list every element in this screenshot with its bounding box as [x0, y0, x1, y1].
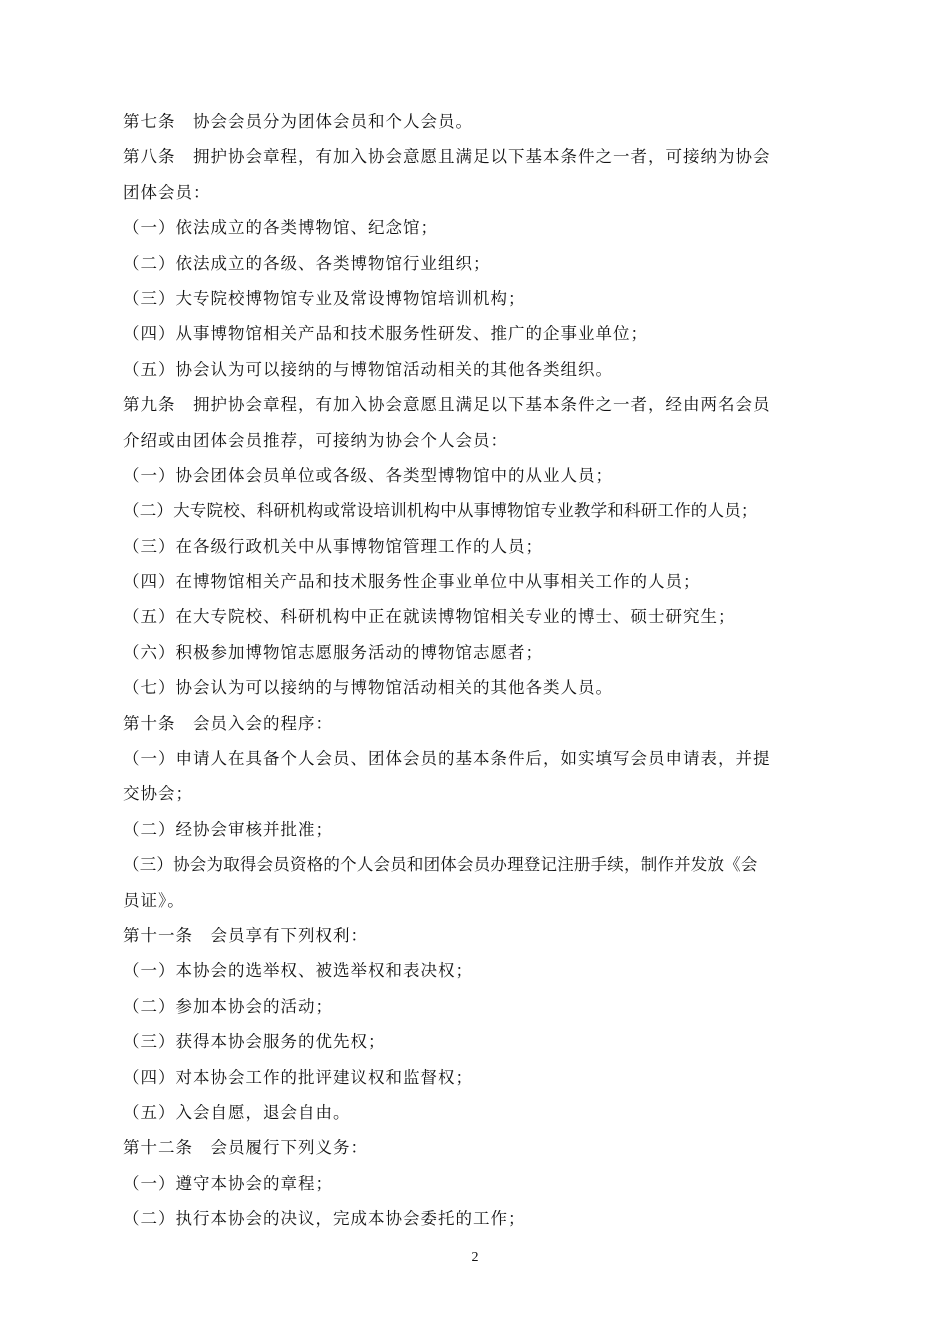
- text-line: （四）在博物馆相关产品和技术服务性企事业单位中从事相关工作的人员；: [123, 572, 701, 592]
- text-line: 第十二条 会员履行下列义务：: [123, 1138, 368, 1158]
- text-line: （三）大专院校博物馆专业及常设博物馆培训机构；: [123, 288, 526, 308]
- text-line: 团体会员：: [123, 182, 211, 202]
- text-line: （一）协会团体会员单位或各级、各类型博物馆中的从业人员；: [123, 465, 613, 485]
- text-line: （五）入会自愿，退会自由。: [123, 1102, 351, 1122]
- text-line: （七）协会认为可以接纳的与博物馆活动相关的其他各类人员。: [123, 678, 613, 698]
- text-line: （二）大专院校、科研机构或常设培训机构中从事博物馆专业教学和科研工作的人员；: [123, 501, 758, 521]
- text-line: （一）申请人在具备个人会员、团体会员的基本条件后，如实填写会员申请表，并提: [123, 749, 771, 769]
- text-line: 第七条 协会会员分为团体会员和个人会员。: [123, 112, 473, 131]
- text-line: 第十条 会员入会的程序：: [123, 713, 333, 733]
- text-line: （六）积极参加博物馆志愿服务活动的博物馆志愿者；: [123, 642, 543, 662]
- text-line: （三）在各级行政机关中从事博物馆管理工作的人员；: [123, 536, 543, 556]
- text-line: （二）经协会审核并批准；: [123, 819, 333, 839]
- text-line: 交协会；: [123, 784, 193, 804]
- text-line: （四）对本协会工作的批评建议权和监督权；: [123, 1067, 473, 1087]
- text-line: （三）协会为取得会员资格的个人会员和团体会员办理登记注册手续，制作并发放《会: [123, 855, 758, 875]
- text-line: 员证》。: [123, 890, 185, 910]
- text-line: （一）依法成立的各类博物馆、纪念馆；: [123, 218, 438, 238]
- text-line: （二）参加本协会的活动；: [123, 996, 333, 1016]
- text-line: （五）协会认为可以接纳的与博物馆活动相关的其他各类组织。: [123, 359, 613, 379]
- document-body: [123, 104, 833, 1237]
- text-line: 第十一条 会员享有下列权利：: [123, 925, 368, 945]
- text-line: （一）遵守本协会的章程；: [123, 1173, 333, 1193]
- text-line: （三）获得本协会服务的优先权；: [123, 1032, 386, 1052]
- text-line: 介绍或由团体会员推荐，可接纳为协会个人会员：: [123, 430, 508, 450]
- text-line: （二）依法成立的各级、各类博物馆行业组织；: [123, 253, 491, 273]
- text-line: 第八条 拥护协会章程，有加入协会意愿且满足以下基本条件之一者，可接纳为协会: [123, 147, 771, 167]
- text-line: （四）从事博物馆相关产品和技术服务性研发、推广的企事业单位；: [123, 324, 648, 344]
- page-number: 2: [471, 1250, 479, 1265]
- text-line: （二）执行本协会的决议，完成本协会委托的工作；: [123, 1209, 526, 1229]
- text-line: （五）在大专院校、科研机构中正在就读博物馆相关专业的博士、硕士研究生；: [123, 607, 736, 627]
- text-line: 第九条 拥护协会章程，有加入协会意愿且满足以下基本条件之一者，经由两名会员: [123, 395, 771, 415]
- text-line: （一）本协会的选举权、被选举权和表决权；: [123, 961, 473, 981]
